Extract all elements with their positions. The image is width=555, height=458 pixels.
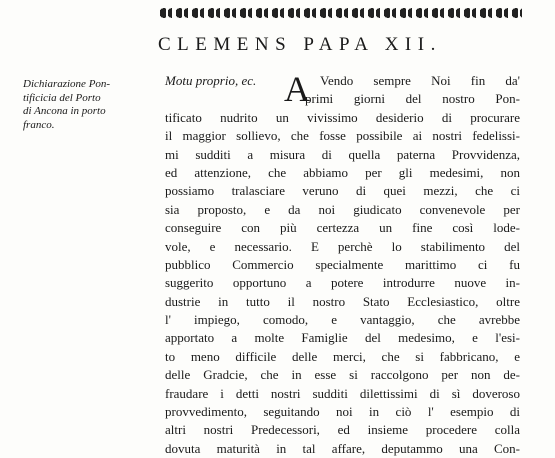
- drop-cap: A: [284, 69, 310, 109]
- margin-note-line: franco.: [23, 118, 55, 131]
- body-line: dovuta maturità in tal affare, deputammo una Con-: [165, 440, 520, 456]
- body-line: dustrie in tutto il nostro Stato Ecclesiastico, oltre: [165, 293, 520, 309]
- body-line: primi giorni del nostro Pon-: [305, 91, 520, 107]
- body-line: altri nostri Predecessori, ed insieme procedere colla: [165, 422, 520, 438]
- body-line: delle Gradcie, che in esse si raccolgono per non de-: [165, 367, 520, 383]
- body-line: pubblico Commercio specialmente marittimo ci fu: [165, 256, 520, 272]
- body-line: Vendo sempre Noi fin da': [320, 73, 520, 88]
- margin-note: [23, 78, 163, 132]
- body-line: suggerito opportuno a potere introdurre nuove in-: [165, 275, 520, 291]
- margin-note-line: di Ancona in porto: [23, 105, 106, 117]
- margin-note-line: tificicia del Porto: [23, 91, 101, 104]
- body-line: fraudare i detti nostri sudditi dilettissimi di sì doveroso: [165, 385, 520, 401]
- margin-note-line: Dichiarazione Pon-: [23, 78, 111, 90]
- body-line: sia proposto, e da noi giudicato convenevole per: [165, 201, 520, 217]
- body-text: [165, 69, 520, 458]
- body-line: possiamo tralasciare veruno di quei mezzi, che ci: [165, 183, 520, 199]
- body-line: conseguire con più certezza un fine così lode-: [165, 220, 520, 236]
- body-line: tificato nudrito un vivissimo desiderio di procurare: [165, 109, 520, 125]
- body-line: l' impiego, comodo, e vantaggio, che avrebbe: [165, 312, 520, 328]
- motu-proprio: Motu proprio, ec.: [165, 73, 257, 88]
- body-line: to meno difficile delle merci, che si fabbricano, e: [165, 348, 520, 364]
- body-line: il maggior sollievo, che fosse possibile ai nostri fedelissi-: [165, 128, 520, 144]
- body-line: vole, e necessario. E perchè lo stabilimento del: [165, 238, 520, 254]
- body-line: mi sudditi a misura di quella paterna Provvidenza,: [165, 146, 520, 162]
- body-line: ed attenzione, che abbiamo per gli medesimi, non: [165, 164, 520, 180]
- page-heading: CLEMENS PAPA XII.: [158, 34, 442, 55]
- body-line: provvedimento, seguitando noi in ciò l' esempio di: [165, 404, 520, 420]
- body-line: apportato a molte Famiglie del medesimo, e l'esi-: [165, 330, 520, 346]
- header-ornament: [160, 6, 522, 20]
